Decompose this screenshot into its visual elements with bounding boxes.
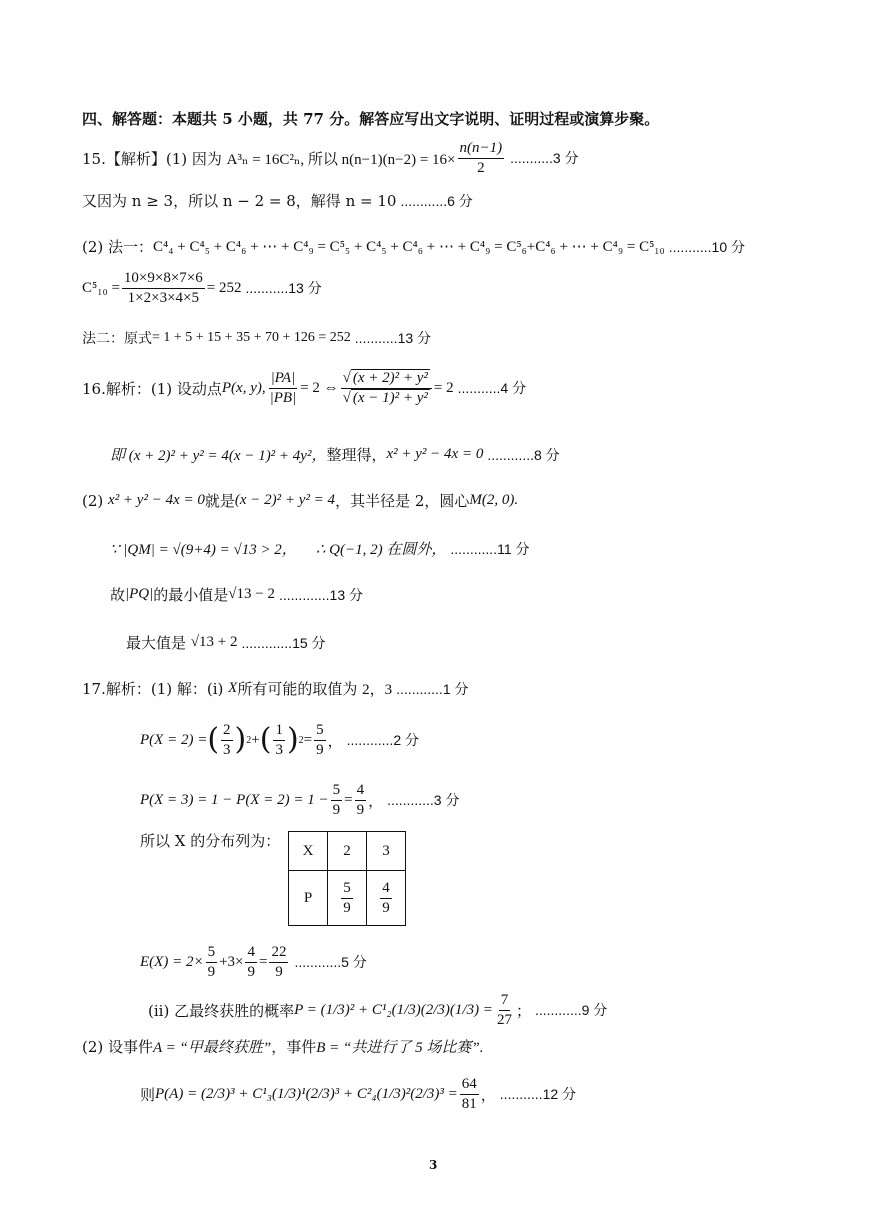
q16-line2-a: 即 (x + 2)² + y² = 4(x − 1)² + 4y²， [110,448,327,464]
q17-ex-res-num: 22 [269,944,288,963]
q17-pa-line [140,1076,576,1112]
q17-points-5: ............9 分 [534,1002,608,1018]
q15-line2-text: 又因为 n ≥ 3，所以 n − 2 = 8，解得 n = 10 [82,192,397,210]
q16-root-den: (x − 1)² + y² [352,389,428,406]
q17-ex-f2-num: 4 [245,944,257,963]
q16-root-num-wrap: √ (x + 2)² + y² [341,370,432,389]
q17-p2-rparen-2: ) [286,722,299,757]
q15-c10-rhs: = 252 [206,279,242,296]
q17-p2-tail: ， [327,731,343,750]
q17-ii-eq: P = (1/3)² + C¹₂(1/3)(2/3)(1/3) = [294,1001,493,1018]
q17-p3-lhs: P(X = 3) = 1 − P(X = 2) = 1 − [140,791,329,808]
q17-p2-res [314,722,326,758]
q17-p2-exp-1: 2 [246,734,252,746]
q17-p2-f2 [273,722,285,758]
q17-p3-res-den: 9 [356,801,365,818]
q17-pa-lhs: 则 [140,1085,156,1104]
q15-line1 [82,140,579,176]
q16-therefore: ∴ Q(−1, 2) 在圆外， [315,542,447,558]
section-heading: 四、解答题：本题共 5 小题，共 77 分。解答应写出文字说明、证明过程或演算步聚。 [82,110,660,128]
q16-eq-mid: = 2 ⇔ [300,379,339,396]
q16-line2-c: x² + y² − 4x = 0 [386,446,484,462]
q17-ex-f2 [245,944,257,980]
q17-ii-res [495,992,514,1028]
q17-ex-res-den: 9 [275,963,283,980]
q17-points-3: ............3 分 [387,792,460,808]
q17-values: 2，3 [362,682,393,698]
q17-p2-lparen-2: ( [259,722,272,757]
q17-ii-line [148,992,607,1028]
q17-p2-lparen-1: ( [207,722,220,757]
q16-because-line [110,538,530,559]
q15-intro: 15.【解析】(1) 因为 [82,149,222,168]
q17-p3-res [355,782,367,818]
table-cell: 3 [367,832,406,871]
q16-ratio-num: |PA| [269,370,298,389]
q16-part2-b: x² + y² − 4x = 0 [108,492,205,508]
q17-p2-f2-num: 1 [273,722,285,741]
q15-points-3: ...........10 分 [668,238,746,255]
q17-dist-label [140,830,280,851]
q17-p3-f [331,782,343,818]
q17-ii-tail: ； [515,1001,531,1020]
q17-ii-text: (ii) 乙最终获胜的概率 [148,1001,295,1020]
q17-p2-f1-num: 2 [221,722,233,741]
table-frac-den: 9 [382,899,390,916]
q15-part2-eq: C⁴₄ + C⁴₅ + C⁴₆ + ⋯ + C⁴₉ = C⁵₅ + C⁴₅ + C⁴₆ + ⋯ + C⁴₉ = C⁵₆+C⁴₆ + ⋯ + C⁴₉ = C⁵₁₀ [153,239,665,255]
q15-eq1: A³ₙ = 16C²ₙ, 所以 n(n−1)(n−2) = 16× [226,151,456,168]
q16-min-d: √13 − 2 [228,586,275,602]
q17-p2-res-den: 9 [316,741,324,758]
q17-p3-eq: = [344,791,353,808]
q16-ratio-den: |PB| [269,389,297,406]
table-cell: X [289,832,328,871]
q16-eq-end: = 2 [433,379,454,396]
q15-points-4: ...........13 分 [245,280,322,296]
q15-method2 [82,328,431,348]
q16-min-c: 的最小值是 [153,586,229,604]
q15-eq1-frac-den: 2 [477,159,485,176]
table-cell [367,871,406,926]
q17-x-var: X [228,680,238,696]
page-number: 3 [429,1158,438,1172]
q17-points-4: ............5 分 [294,954,367,970]
q17-intro: 17.解析：(1) 解：(i) [82,680,224,698]
q17-pa-res [460,1076,479,1112]
q17-dist-label-text: 所以 X 的分布列为： [140,832,281,850]
q17-ii-res-num: 7 [499,992,511,1011]
q16-part2 [82,490,518,511]
q17-p2-exp-2: 2 [298,734,304,746]
q17-p2-f1 [221,722,233,758]
distribution-table [288,831,406,926]
q16-points-1: ...........4 分 [457,380,527,396]
q15-part2-label: (2) 法一： [82,238,154,256]
table-frac [341,880,353,916]
q17-p2-eq: = [303,731,313,748]
q17-points-1: ............1 分 [396,680,469,697]
q17-p3-line [140,782,459,818]
q16-part2-a: (2) [82,491,104,510]
q17-p2-res-num: 5 [314,722,326,741]
q17-ex-line [140,944,367,980]
q16-min-b: |PQ| [125,586,154,602]
q15-c10-frac [122,270,205,306]
q17-part2 [82,1036,483,1057]
q16-points-5: .............15 分 [241,634,326,651]
q17-pa-tail: ， [480,1085,496,1104]
q16-points-3: ............11 分 [450,540,530,557]
q15-line2 [82,190,473,211]
q16-line2-b: 整理得， [326,446,387,464]
q15-c10-num: 10×9×8×7×6 [122,270,205,289]
q17-ex-res [269,944,288,980]
q16-points-4: .............13 分 [278,586,364,603]
q16-points-2: ............8 分 [487,446,560,463]
table-frac-den: 9 [343,899,351,916]
q17-part2-b: A = “甲最终获胜” [153,1040,272,1056]
q16-max-b: √13 + 2 [190,634,238,650]
table-row [289,832,406,871]
q15-c10-den: 1×2×3×4×5 [127,289,199,306]
q15-points-1: ...........3 分 [510,150,579,166]
q15-part2 [82,236,745,257]
q17-pa-res-num: 64 [460,1076,479,1095]
q15-eq1-frac-num: n(n−1) [458,140,505,159]
q16-ratio [268,370,299,406]
q17-ex-f1-num: 5 [206,944,218,963]
q15-points-5: ...........13 分 [354,330,432,346]
q17-p2-lhs: P(X = 2) = [140,731,208,748]
q17-line1 [82,678,469,699]
q17-ex-lhs: E(X) = 2× [140,953,204,970]
q17-points-6: ...........12 分 [499,1086,577,1102]
table-cell [328,871,367,926]
q17-values-text: 所有可能的取值为 [237,680,358,698]
q17-part2-a: (2) 设事件 [82,1038,154,1056]
q16-because: ∵ |QM| = √(9+4) = √13 > 2， [110,542,297,558]
q17-ex-eq: = [258,953,268,970]
q15-c10-lhs: C⁵₁₀ = [82,279,120,296]
q16-root-den-wrap: √ (x − 1)² + y² [342,389,428,406]
table-frac [380,880,392,916]
q17-part2-d: B = “共进行了 5 场比赛”. [316,1040,484,1056]
q15-points-2: ............6 分 [400,192,473,209]
q17-ex-f1 [206,944,218,980]
q16-line2 [110,444,560,465]
q17-ex-mid: +3× [219,953,244,970]
q17-p2-line [140,722,419,758]
q17-ii-res-den: 27 [496,1011,512,1028]
q16-part2-f: M(2, 0). [469,492,519,508]
q16-point: P(x, y), [221,379,266,396]
q17-ex-f1-den: 9 [207,963,216,980]
q17-pa-eq: P(A) = (2/3)³ + C¹₃(1/3)¹(2/3)³ + C²₄(1/3)²(2/3)³ = [155,1085,458,1102]
q16-line1 [82,370,526,406]
q17-p3-f-num: 5 [331,782,343,801]
table-frac-num: 5 [341,880,353,899]
q17-p2-f1-den: 3 [223,741,231,758]
q17-pa-res-den: 81 [461,1095,477,1112]
q16-part2-d: (x − 2)² + y² = 4 [234,492,336,508]
q16-min-a: 故 [110,586,126,604]
table-row [289,871,406,926]
q16-min-line [110,584,363,605]
table-cell: 2 [328,832,367,871]
q17-part2-c: ，事件 [271,1038,317,1056]
q17-points-2: ............2 分 [346,732,419,748]
q17-p2-plus: + [251,731,260,748]
q16-part2-e: ，其半径是 2，圆心 [335,492,470,510]
q16-max-line [126,632,326,653]
q16-root-num: (x + 2)² + y² [352,370,428,386]
q15-method2-label: 法二：原式 [82,331,152,347]
table-cell: P [289,871,328,926]
q17-p2-f2-den: 3 [275,741,283,758]
q17-p3-res-num: 4 [355,782,367,801]
q15-eq1-frac [458,140,505,176]
q16-intro: 16.解析：(1) 设动点 [82,379,222,398]
q17-p2-rparen-1: ) [234,722,247,757]
q17-p3-f-den: 9 [332,801,341,818]
q15-c10-line [82,270,322,306]
q17-p3-tail: ， [368,791,384,810]
q16-part2-c: 就是 [204,492,235,510]
q17-ex-f2-den: 9 [247,963,255,980]
q16-max-a: 最大值是 [126,634,187,652]
q15-method2-eq: = 1 + 5 + 15 + 35 + 70 + 126 = 252 [152,330,351,345]
q16-root-frac [341,370,432,406]
table-frac-num: 4 [380,880,392,899]
